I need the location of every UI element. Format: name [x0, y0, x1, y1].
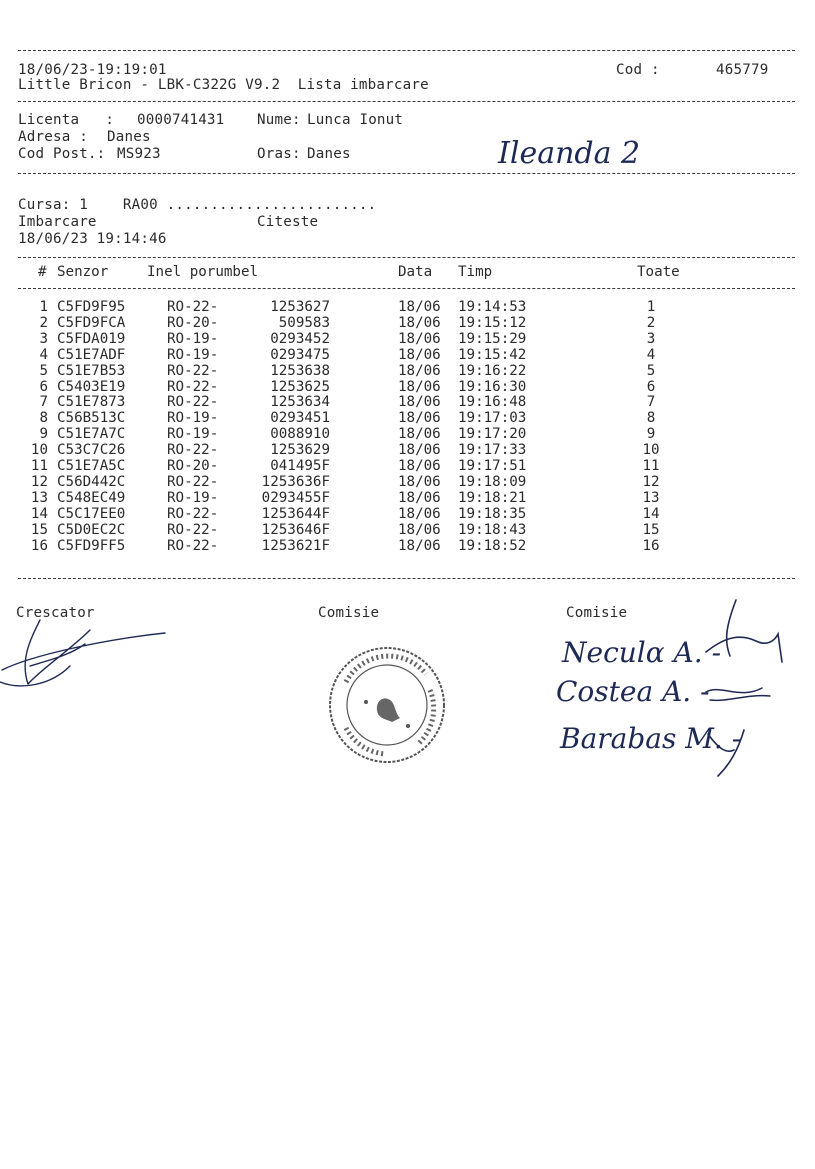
cell-ring-prefix: RO-22- — [167, 378, 219, 395]
cell-date: 18/06 — [398, 426, 441, 443]
cell-date: 18/06 — [398, 299, 441, 315]
cell-ring-prefix: RO-22- — [167, 299, 219, 315]
divider-table-header — [18, 288, 795, 289]
cell-index: 15 — [30, 521, 48, 538]
cell-time: 19:18:35 — [458, 505, 527, 522]
imbarcare-label: Imbarcare — [18, 214, 97, 230]
cell-ring-prefix: RO-20- — [167, 314, 219, 331]
cell-index: 6 — [39, 378, 48, 395]
commission-name-2: Costea A. - — [556, 675, 710, 708]
cell-ring-prefix: RO-22- — [167, 521, 219, 538]
divider-table-bottom — [18, 578, 795, 579]
col-header-senzor: Senzor — [57, 264, 109, 280]
cell-date: 18/06 — [398, 473, 441, 490]
cell-senzor: C51E7A7C — [57, 426, 126, 443]
adresa-label: Adresa : — [18, 129, 88, 145]
cell-time: 19:17:51 — [458, 458, 527, 474]
cell-toate: 9 — [646, 426, 656, 443]
cell-ring-prefix: RO-22- — [167, 394, 219, 411]
codpost-value: MS923 — [117, 146, 161, 162]
cell-time: 19:16:22 — [458, 362, 527, 379]
divider-cursa — [18, 257, 795, 258]
cell-toate: 6 — [646, 378, 656, 395]
table-row — [0, 364, 815, 380]
cell-ring-number: 1253638 — [270, 362, 330, 379]
cell-date: 18/06 — [398, 330, 441, 347]
cell-index: 8 — [39, 410, 48, 427]
table-row — [0, 348, 815, 364]
cell-time: 19:18:21 — [458, 489, 527, 506]
cell-date: 18/06 — [398, 505, 441, 522]
commission-signature-3 — [704, 728, 764, 778]
cell-ring-number: 1253629 — [270, 442, 330, 459]
cell-index: 1 — [39, 299, 48, 315]
cell-index: 4 — [39, 346, 48, 363]
nume-label: Nume: — [257, 112, 301, 128]
cell-ring-prefix: RO-22- — [167, 442, 219, 459]
cell-ring-number: 1253625 — [270, 378, 330, 395]
cell-index: 3 — [39, 330, 48, 347]
table-row — [0, 443, 815, 459]
cell-senzor: C5FD9FF5 — [57, 537, 126, 554]
commission-signature-2 — [700, 680, 780, 710]
cell-senzor: C5C17EE0 — [57, 505, 126, 522]
table-row — [0, 332, 815, 348]
cod-label: Cod : — [616, 62, 660, 78]
cell-date: 18/06 — [398, 442, 441, 459]
cell-index: 10 — [30, 442, 48, 459]
cell-ring-number: 0293475 — [270, 346, 330, 363]
cell-ring-prefix: RO-19- — [167, 426, 219, 443]
cell-senzor: C51E7B53 — [57, 362, 126, 379]
cell-toate: 10 — [642, 442, 660, 459]
cell-senzor: C5403E19 — [57, 378, 126, 395]
table-row — [0, 475, 815, 491]
oras-label: Oras: — [257, 146, 301, 162]
adresa-value: Danes — [107, 129, 151, 145]
cell-toate: 11 — [642, 458, 660, 474]
cell-time: 19:16:30 — [458, 378, 527, 395]
table-row — [0, 427, 815, 443]
cell-ring-number: 1253644F — [261, 505, 330, 522]
crescator-label: Crescator — [16, 605, 95, 621]
cell-index: 13 — [30, 489, 48, 506]
cell-ring-number: 509583 — [278, 314, 330, 331]
cell-senzor: C548EC49 — [57, 489, 126, 506]
cell-toate: 4 — [646, 346, 656, 363]
cell-ring-number: 1253646F — [261, 521, 330, 538]
cell-toate: 7 — [646, 394, 656, 411]
cell-ring-prefix: RO-19- — [167, 346, 219, 363]
col-header-toate: Toate — [637, 264, 680, 280]
col-header-idx: # — [38, 264, 47, 280]
comisie-label-2: Comisie — [566, 605, 628, 621]
cursa-line: Cursa: 1 RA00 ........................ — [18, 197, 377, 213]
cell-senzor: C5D0EC2C — [57, 521, 126, 538]
cell-index: 2 — [39, 314, 48, 331]
cell-date: 18/06 — [398, 458, 441, 474]
cell-toate: 15 — [642, 521, 660, 538]
table-row — [0, 411, 815, 427]
cell-date: 18/06 — [398, 521, 441, 538]
col-header-data: Data — [398, 264, 433, 280]
cell-ring-number: 1253621F — [261, 537, 330, 554]
cell-index: 16 — [30, 537, 48, 554]
cell-senzor: C51E7ADF — [57, 346, 126, 363]
cell-index: 12 — [30, 473, 48, 490]
imbarcare-datetime: 18/06/23 19:14:46 — [18, 231, 167, 247]
cell-toate: 14 — [642, 505, 660, 522]
table-row — [0, 539, 815, 555]
cell-senzor: C5FD9FCA — [57, 314, 126, 331]
cell-ring-number: 0088910 — [270, 426, 330, 443]
cell-ring-prefix: RO-19- — [167, 410, 219, 427]
cell-date: 18/06 — [398, 378, 441, 395]
cell-index: 11 — [30, 458, 48, 474]
cell-ring-prefix: RO-19- — [167, 489, 219, 506]
cell-date: 18/06 — [398, 362, 441, 379]
cell-senzor: C56B513C — [57, 410, 126, 427]
cell-time: 19:15:12 — [458, 314, 527, 331]
cell-ring-number: 0293455F — [261, 489, 330, 506]
crescator-signature — [0, 600, 180, 690]
cell-index: 5 — [39, 362, 48, 379]
cell-ring-number: 1253634 — [270, 394, 330, 411]
cell-senzor: C53C7C26 — [57, 442, 126, 459]
table-row — [0, 459, 815, 475]
codpost-label: Cod Post.: — [18, 146, 106, 162]
table-header — [0, 265, 815, 281]
cell-toate: 13 — [642, 489, 660, 506]
col-header-inel: Inel porumbel — [147, 264, 259, 280]
cell-senzor: C5FDA019 — [57, 330, 126, 347]
cod-value: 465779 — [716, 62, 769, 78]
table-row — [0, 523, 815, 539]
nume-value: Lunca Ionut — [307, 112, 404, 128]
table-row — [0, 395, 815, 411]
cell-ring-prefix: RO-22- — [167, 537, 219, 554]
commission-name-1: Neculα A. - — [562, 636, 722, 669]
table-row — [0, 300, 815, 316]
handwritten-location-note: Ileanda 2 — [498, 136, 641, 171]
licenta-label: Licenta : — [18, 112, 115, 128]
licenta-value: 0000741431 — [137, 112, 225, 128]
document-title: Little Bricon - LBK-C322G V9.2 Lista imbarcare — [18, 77, 429, 93]
cell-toate: 1 — [646, 299, 656, 315]
comisie-label-1: Comisie — [318, 605, 380, 621]
cell-time: 19:18:52 — [458, 537, 527, 554]
cell-time: 19:14:53 — [458, 299, 527, 315]
cell-toate: 2 — [646, 314, 656, 331]
cell-toate: 3 — [646, 330, 656, 347]
cell-date: 18/06 — [398, 394, 441, 411]
table-row — [0, 316, 815, 332]
cell-date: 18/06 — [398, 346, 441, 363]
cell-senzor: C56D442C — [57, 473, 126, 490]
cell-ring-number: 1253636F — [261, 473, 330, 490]
cell-date: 18/06 — [398, 410, 441, 427]
cell-ring-number: 0293451 — [270, 410, 330, 427]
cell-ring-prefix: RO-22- — [167, 505, 219, 522]
divider-top — [18, 50, 795, 51]
cell-ring-prefix: RO-22- — [167, 473, 219, 490]
cell-ring-number: 041495F — [270, 458, 330, 474]
oras-value: Danes — [307, 146, 351, 162]
commission-name-3: Barabas M. - — [560, 722, 742, 755]
table-row — [0, 380, 815, 396]
cell-time: 19:17:33 — [458, 442, 527, 459]
cell-ring-number: 1253627 — [270, 299, 330, 315]
cell-date: 18/06 — [398, 314, 441, 331]
divider-owner — [18, 173, 795, 174]
cell-ring-prefix: RO-22- — [167, 362, 219, 379]
cell-time: 19:18:43 — [458, 521, 527, 538]
cell-ring-number: 0293452 — [270, 330, 330, 347]
cell-time: 19:18:09 — [458, 473, 527, 490]
table-row — [0, 491, 815, 507]
cell-toate: 16 — [642, 537, 660, 554]
cell-time: 19:15:29 — [458, 330, 527, 347]
cell-toate: 12 — [642, 473, 660, 490]
cell-senzor: C5FD9F95 — [57, 299, 126, 315]
association-stamp — [326, 644, 448, 766]
cell-time: 19:17:20 — [458, 426, 527, 443]
table-row — [0, 507, 815, 523]
cell-ring-prefix: RO-19- — [167, 330, 219, 347]
cell-ring-prefix: RO-20- — [167, 458, 219, 474]
cell-index: 14 — [30, 505, 48, 522]
divider-header — [18, 101, 795, 102]
cell-senzor: C51E7873 — [57, 394, 126, 411]
cell-date: 18/06 — [398, 537, 441, 554]
cell-index: 9 — [39, 426, 48, 443]
print-datetime: 18/06/23-19:19:01 — [18, 62, 167, 78]
cell-senzor: C51E7A5C — [57, 458, 126, 474]
cell-time: 19:17:03 — [458, 410, 527, 427]
cell-toate: 8 — [646, 410, 656, 427]
cell-time: 19:16:48 — [458, 394, 527, 411]
citeste-label: Citeste — [257, 214, 319, 230]
col-header-timp: Timp — [458, 264, 493, 280]
cell-time: 19:15:42 — [458, 346, 527, 363]
cell-toate: 5 — [646, 362, 656, 379]
cell-index: 7 — [39, 394, 48, 411]
cell-date: 18/06 — [398, 489, 441, 506]
commission-signature-1 — [696, 596, 796, 666]
